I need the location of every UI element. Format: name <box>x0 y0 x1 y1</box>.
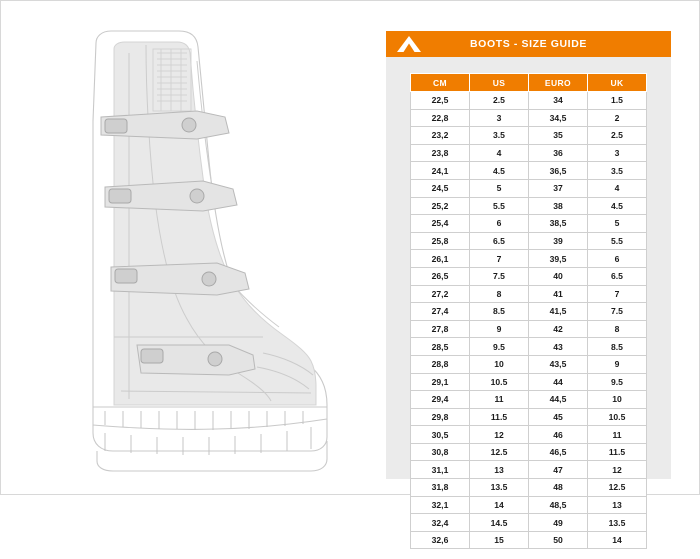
cell-euro: 50 <box>529 531 588 549</box>
table-row <box>411 496 647 514</box>
cell-euro: 38,5 <box>529 215 588 233</box>
cell-uk: 5 <box>588 215 647 233</box>
table-row <box>411 514 647 532</box>
cell-cm: 32,1 <box>411 496 470 514</box>
cell-cm: 22,5 <box>411 92 470 110</box>
cell-uk: 7 <box>588 285 647 303</box>
table-row <box>411 320 647 338</box>
cell-cm: 29,8 <box>411 408 470 426</box>
cell-cm: 24,1 <box>411 162 470 180</box>
cell-cm: 26,5 <box>411 267 470 285</box>
table-row <box>411 197 647 215</box>
table-row <box>411 391 647 409</box>
cell-uk: 4.5 <box>588 197 647 215</box>
cell-euro: 37 <box>529 179 588 197</box>
cell-us: 12 <box>470 426 529 444</box>
cell-cm: 25,4 <box>411 215 470 233</box>
cell-cm: 23,2 <box>411 127 470 145</box>
cell-cm: 25,2 <box>411 197 470 215</box>
cell-cm: 27,2 <box>411 285 470 303</box>
cell-cm: 28,8 <box>411 355 470 373</box>
cell-cm: 29,1 <box>411 373 470 391</box>
cell-uk: 10.5 <box>588 408 647 426</box>
alpinestars-a-logo-icon <box>386 31 432 57</box>
cell-us: 8 <box>470 285 529 303</box>
table-row <box>411 338 647 356</box>
cell-uk: 11 <box>588 426 647 444</box>
table-row <box>411 479 647 497</box>
cell-us: 10 <box>470 355 529 373</box>
cell-us: 10.5 <box>470 373 529 391</box>
cell-uk: 12.5 <box>588 479 647 497</box>
table-row <box>411 443 647 461</box>
cell-uk: 13.5 <box>588 514 647 532</box>
size-table-body <box>411 92 647 549</box>
cell-us: 12.5 <box>470 443 529 461</box>
size-guide-title: BOOTS - SIZE GUIDE <box>470 38 587 50</box>
cell-cm: 23,8 <box>411 144 470 162</box>
cell-euro: 46 <box>529 426 588 444</box>
cell-uk: 4 <box>588 179 647 197</box>
size-table <box>410 73 647 549</box>
cell-uk: 8.5 <box>588 338 647 356</box>
cell-uk: 9.5 <box>588 373 647 391</box>
cell-us: 3.5 <box>470 127 529 145</box>
cell-us: 3 <box>470 109 529 127</box>
cell-euro: 47 <box>529 461 588 479</box>
cell-uk: 6 <box>588 250 647 268</box>
table-row <box>411 127 647 145</box>
cell-euro: 44,5 <box>529 391 588 409</box>
table-row <box>411 373 647 391</box>
cell-us: 7.5 <box>470 267 529 285</box>
cell-us: 9.5 <box>470 338 529 356</box>
cell-uk: 8 <box>588 320 647 338</box>
cell-cm: 32,4 <box>411 514 470 532</box>
cell-us: 4 <box>470 144 529 162</box>
cell-us: 8.5 <box>470 303 529 321</box>
table-row <box>411 109 647 127</box>
cell-us: 6.5 <box>470 232 529 250</box>
cell-euro: 34,5 <box>529 109 588 127</box>
cell-uk: 12 <box>588 461 647 479</box>
cell-euro: 38 <box>529 197 588 215</box>
table-row <box>411 92 647 110</box>
cell-euro: 49 <box>529 514 588 532</box>
cell-cm: 30,5 <box>411 426 470 444</box>
cell-us: 2.5 <box>470 92 529 110</box>
cell-uk: 7.5 <box>588 303 647 321</box>
cell-cm: 22,8 <box>411 109 470 127</box>
column-header-uk: UK <box>588 74 647 92</box>
cell-us: 9 <box>470 320 529 338</box>
cell-us: 13.5 <box>470 479 529 497</box>
cell-cm: 26,1 <box>411 250 470 268</box>
table-row <box>411 267 647 285</box>
cell-euro: 48 <box>529 479 588 497</box>
cell-cm: 28,5 <box>411 338 470 356</box>
cell-euro: 35 <box>529 127 588 145</box>
table-row <box>411 285 647 303</box>
cell-us: 5 <box>470 179 529 197</box>
cell-euro: 45 <box>529 408 588 426</box>
cell-euro: 43 <box>529 338 588 356</box>
cell-us: 14 <box>470 496 529 514</box>
column-header-euro: EURO <box>529 74 588 92</box>
cell-euro: 36 <box>529 144 588 162</box>
cell-euro: 46,5 <box>529 443 588 461</box>
cell-us: 7 <box>470 250 529 268</box>
cell-us: 14.5 <box>470 514 529 532</box>
table-row <box>411 461 647 479</box>
cell-cm: 30,8 <box>411 443 470 461</box>
cell-uk: 2 <box>588 109 647 127</box>
cell-euro: 34 <box>529 92 588 110</box>
cell-uk: 1.5 <box>588 92 647 110</box>
cell-uk: 11.5 <box>588 443 647 461</box>
cell-cm: 27,4 <box>411 303 470 321</box>
cell-us: 15 <box>470 531 529 549</box>
cell-uk: 9 <box>588 355 647 373</box>
table-row <box>411 215 647 233</box>
size-table-wrap <box>386 57 671 559</box>
cell-cm: 24,5 <box>411 179 470 197</box>
cell-uk: 13 <box>588 496 647 514</box>
column-header-cm: CM <box>411 74 470 92</box>
table-header-row <box>411 74 647 92</box>
table-row <box>411 355 647 373</box>
cell-euro: 40 <box>529 267 588 285</box>
boot-line-art-svg <box>1 1 371 494</box>
cell-euro: 44 <box>529 373 588 391</box>
cell-us: 5.5 <box>470 197 529 215</box>
table-row <box>411 303 647 321</box>
cell-us: 11 <box>470 391 529 409</box>
size-guide-header <box>386 31 671 57</box>
cell-euro: 48,5 <box>529 496 588 514</box>
cell-cm: 27,8 <box>411 320 470 338</box>
cell-euro: 42 <box>529 320 588 338</box>
cell-uk: 6.5 <box>588 267 647 285</box>
cell-euro: 39,5 <box>529 250 588 268</box>
cell-cm: 29,4 <box>411 391 470 409</box>
cell-uk: 14 <box>588 531 647 549</box>
cell-us: 11.5 <box>470 408 529 426</box>
table-row <box>411 232 647 250</box>
cell-uk: 10 <box>588 391 647 409</box>
cell-us: 13 <box>470 461 529 479</box>
cell-euro: 41,5 <box>529 303 588 321</box>
table-row <box>411 531 647 549</box>
table-row <box>411 250 647 268</box>
table-row <box>411 179 647 197</box>
table-row <box>411 162 647 180</box>
boot-illustration <box>1 1 371 494</box>
cell-euro: 41 <box>529 285 588 303</box>
cell-uk: 5.5 <box>588 232 647 250</box>
cell-us: 6 <box>470 215 529 233</box>
table-row <box>411 408 647 426</box>
cell-cm: 25,8 <box>411 232 470 250</box>
cell-uk: 3.5 <box>588 162 647 180</box>
size-guide-panel <box>386 31 671 546</box>
cell-euro: 36,5 <box>529 162 588 180</box>
cell-uk: 3 <box>588 144 647 162</box>
cell-cm: 31,8 <box>411 479 470 497</box>
cell-euro: 43,5 <box>529 355 588 373</box>
table-row <box>411 144 647 162</box>
cell-cm: 31,1 <box>411 461 470 479</box>
cell-cm: 32,6 <box>411 531 470 549</box>
cell-uk: 2.5 <box>588 127 647 145</box>
cell-euro: 39 <box>529 232 588 250</box>
table-row <box>411 426 647 444</box>
column-header-us: US <box>470 74 529 92</box>
cell-us: 4.5 <box>470 162 529 180</box>
